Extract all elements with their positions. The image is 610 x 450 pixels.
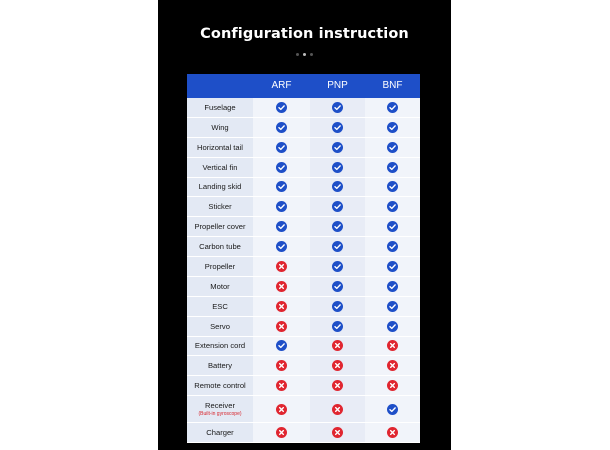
header-arf: ARF [271,80,292,91]
table-row [187,237,420,257]
value-cell [365,297,420,316]
row-label-cell [187,356,253,375]
row-label-cell [187,118,253,137]
value-cell [365,376,420,395]
check-icon [276,122,287,133]
check-icon [332,241,343,252]
value-cell [365,277,420,296]
value-cell [365,158,420,177]
check-icon [387,301,398,312]
row-label-cell [187,376,253,395]
value-cell [365,356,420,375]
value-cell [365,98,420,117]
value-cell [253,178,310,197]
row-label-cell [187,217,253,236]
cross-icon [332,340,343,351]
check-icon [332,261,343,272]
check-icon [332,142,343,153]
pager-dot[interactable] [303,53,306,56]
value-cell [310,337,365,356]
row-label: Receiver [205,401,235,411]
value-cell [310,257,365,276]
cross-icon [332,427,343,438]
table-row [187,98,420,118]
check-icon [387,181,398,192]
row-label: Servo [210,321,230,331]
check-icon [276,102,287,113]
table-row [187,257,420,277]
check-icon [276,340,287,351]
value-cell [310,197,365,216]
check-icon [276,241,287,252]
check-icon [332,162,343,173]
row-label: Remote control [194,381,246,391]
table-row [187,158,420,178]
row-label: Vertical fin [202,162,238,172]
cross-icon [276,301,287,312]
table-row [187,376,420,396]
check-icon [387,321,398,332]
product-info-panel [158,0,451,450]
table-row [187,197,420,217]
value-cell [310,396,365,422]
row-label-cell [187,158,253,177]
check-icon [276,181,287,192]
check-icon [387,162,398,173]
value-cell [310,423,365,442]
row-label-cell [187,178,253,197]
check-icon [276,201,287,212]
row-label-cell [187,423,253,442]
check-icon [276,142,287,153]
table-header [187,74,420,98]
value-cell [310,178,365,197]
value-cell [310,118,365,137]
table-row [187,138,420,158]
row-label: Horizontal tail [196,142,243,152]
value-cell [253,257,310,276]
check-icon [332,201,343,212]
value-cell [310,356,365,375]
pager-dot[interactable] [296,53,299,56]
cross-icon [276,281,287,292]
value-cell [365,197,420,216]
header-bnf: BNF [382,80,403,91]
row-label-cell [187,237,253,256]
check-icon [332,102,343,113]
value-cell [310,317,365,336]
row-label: Landing skid [198,182,242,192]
value-cell [310,277,365,296]
value-cell [253,138,310,157]
row-label: Propeller cover [194,222,246,232]
table-row [187,423,420,443]
cross-icon [276,321,287,332]
carousel-pager [158,53,451,56]
row-label: Battery [207,361,233,371]
value-cell [253,217,310,236]
check-icon [387,261,398,272]
check-icon [387,122,398,133]
cross-icon [387,340,398,351]
row-label: ESC [212,301,228,311]
cross-icon [332,404,343,415]
value-cell [310,237,365,256]
check-icon [387,201,398,212]
cross-icon [276,261,287,272]
value-cell [310,217,365,236]
table-row [187,277,420,297]
value-cell [365,138,420,157]
row-label-cell [187,297,253,316]
value-cell [253,158,310,177]
cross-icon [387,380,398,391]
table-row [187,396,420,423]
value-cell [310,98,365,117]
value-cell [253,277,310,296]
row-label-cell [187,337,253,356]
row-label: Fuselage [204,102,236,112]
value-cell [310,376,365,395]
value-cell [365,217,420,236]
check-icon [387,102,398,113]
value-cell [253,423,310,442]
row-label-cell [187,98,253,117]
value-cell [253,356,310,375]
check-icon [332,281,343,292]
row-label: Wing [211,122,229,132]
configuration-table [187,74,420,443]
value-cell [365,178,420,197]
cross-icon [387,360,398,371]
row-label: Charger [206,428,234,438]
cross-icon [276,360,287,371]
check-icon [387,221,398,232]
value-cell [365,337,420,356]
value-cell [253,237,310,256]
row-label-cell [187,138,253,157]
check-icon [332,321,343,332]
table-row [187,297,420,317]
table-row [187,178,420,198]
header-pnp: PNP [327,80,348,91]
row-label-cell [187,257,253,276]
row-label: Propeller [204,261,236,271]
check-icon [332,181,343,192]
check-icon [276,162,287,173]
cross-icon [387,427,398,438]
table-row [187,317,420,337]
value-cell [253,118,310,137]
value-cell [253,297,310,316]
row-sublabel: (Built-in gyroscope) [198,411,242,418]
cross-icon [276,427,287,438]
check-icon [332,122,343,133]
cross-icon [276,380,287,391]
table-row [187,217,420,237]
cross-icon [332,360,343,371]
check-icon [387,241,398,252]
row-label-cell [187,197,253,216]
check-icon [387,142,398,153]
row-label: Sticker [208,202,232,212]
cross-icon [276,404,287,415]
value-cell [253,197,310,216]
row-label: Motor [210,281,230,291]
value-cell [310,158,365,177]
value-cell [310,138,365,157]
row-label-cell [187,396,253,422]
value-cell [365,118,420,137]
pager-dot[interactable] [310,53,313,56]
header-blank [187,74,253,98]
row-label: Extension cord [194,341,246,351]
cross-icon [332,380,343,391]
check-icon [387,404,398,415]
check-icon [276,221,287,232]
table-row [187,118,420,138]
value-cell [310,297,365,316]
table-body [187,98,420,443]
value-cell [365,423,420,442]
row-label-cell [187,317,253,336]
value-cell [253,98,310,117]
table-row [187,356,420,376]
value-cell [253,376,310,395]
check-icon [387,281,398,292]
value-cell [253,396,310,422]
value-cell [253,317,310,336]
page-title: Configuration instruction [200,26,409,42]
check-icon [332,221,343,232]
value-cell [365,317,420,336]
check-icon [332,301,343,312]
value-cell [365,237,420,256]
table-row [187,337,420,357]
row-label: Carbon tube [199,242,241,252]
value-cell [365,396,420,422]
row-label-cell [187,277,253,296]
value-cell [365,257,420,276]
value-cell [253,337,310,356]
